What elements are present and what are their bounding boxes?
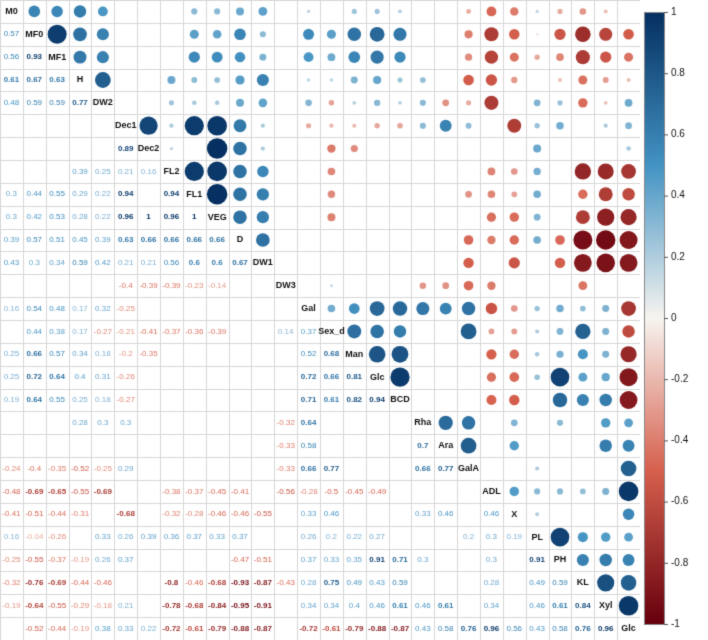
colorbar-legend (640, 6, 706, 634)
